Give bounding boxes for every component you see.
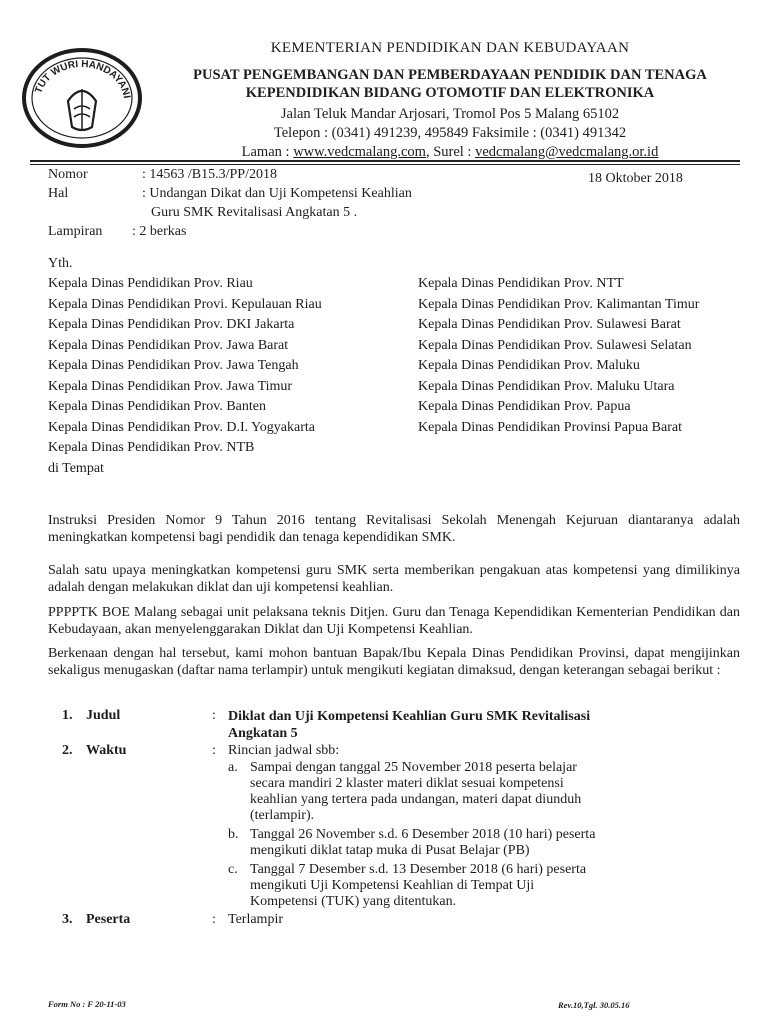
letter-date: 18 Oktober 2018 <box>588 171 683 186</box>
schedule-line: mengikuti diklat tatap muka di Pusat Belajar (PB) <box>250 843 530 858</box>
lampiran-label: Lampiran <box>48 224 103 239</box>
body-paragraph-3: PPPPTK BOE Malang sebagai unit pelaksana teknis Ditjen. Guru dan Tenaga Kependidikan Kementerian Pendidikan dan Kebudayaan, akan menyelenggarakan Diklat dan Uji Kompetensi Keahlian. <box>48 605 740 637</box>
schedule-line: Tanggal 26 November s.d. 6 Desember 2018 (10 hari) peserta <box>250 827 596 842</box>
revision-number: Rev.10,Tgl. 30.05.16 <box>558 1000 630 1010</box>
schedule-item-c <box>228 862 586 910</box>
judul-line-1: Diklat dan Uji Kompetensi Keahlian Guru SMK Revitalisasi <box>228 709 591 724</box>
tut-wuri-handayani-logo <box>18 43 146 153</box>
detail-number: 1. <box>62 708 73 723</box>
schedule-line: Tanggal 7 Desember s.d. 13 Desember 2018 (6 hari) peserta <box>250 862 587 877</box>
addressee-item: Kepala Dinas Pendidikan Prov. Jawa Tengah <box>48 358 299 373</box>
body-paragraph-2: Salah satu upaya meningkatkan kompetensi guru SMK serta memberikan pengakuan atas kompetensi yang dimilikinya adalah dengan melakukan diklat dan uji kompetensi keahlian. <box>48 563 740 595</box>
addressee-item: Kepala Dinas Pendidikan Prov. D.I. Yogyakarta <box>48 419 315 435</box>
header-rule-thick <box>30 160 740 162</box>
detail-value-peserta: Terlampir <box>228 912 283 927</box>
phone-line: Telepon : (0341) 491239, 495849 Faksimile : (0341) 491342 <box>273 125 627 141</box>
detail-label-waktu: Waktu <box>86 743 127 758</box>
schedule-line: secara mandiri 2 klaster materi diklat sesuai kompetensi <box>250 776 564 791</box>
institution-line-1: PUSAT PENGEMBANGAN DAN PEMBERDAYAAN PENDIDIK DAN TENAGA <box>193 67 707 83</box>
web-label: Laman : <box>241 144 294 160</box>
schedule-line: keahlian yang tertera pada undangan, materi dapat diunduh <box>250 792 582 807</box>
addressee-item: Kepala Dinas Pendidikan Prov. Kalimantan Timur <box>418 296 700 312</box>
detail-colon: : <box>212 708 216 723</box>
email-label: , Surel : <box>425 144 476 160</box>
addressee-item: Kepala Dinas Pendidikan Provi. Kepulauan Riau <box>48 296 322 312</box>
svg-text:TUT WURI HANDAYANI: TUT WURI HANDAYANI <box>33 58 132 100</box>
addressee-item: Kepala Dinas Pendidikan Prov. Maluku Utara <box>418 378 675 394</box>
addressee-item: Kepala Dinas Pendidikan Prov. Jawa Barat <box>48 337 289 353</box>
address-line: Jalan Teluk Mandar Arjosari, Tromol Pos 5 Malang 65102 <box>280 106 620 122</box>
body-paragraph-4: Berkenaan dengan hal tersebut, kami mohon bantuan Bapak/Ibu Kepala Dinas Pendidikan Provinsi, dapat mengijinkan sekaligus menugaskan (daftar nama terlampir) untuk mengikuti kegiatan dimaksud, dengan keterangan sebagai berikut : <box>48 646 740 678</box>
detail-label-judul: Judul <box>86 708 121 723</box>
addressee-item: Kepala Dinas Pendidikan Prov. DKI Jakarta <box>48 317 295 332</box>
header-rule-thin <box>30 164 740 165</box>
addressee-item: Kepala Dinas Pendidikan Prov. Riau <box>48 276 253 291</box>
hal-line-2: Guru SMK Revitalisasi Angkatan 5 . <box>151 205 358 220</box>
salutation: Yth. <box>48 256 73 271</box>
contact-block <box>140 105 760 162</box>
schedule-letter: b. <box>228 827 239 842</box>
addressee-item: Kepala Dinas Pendidikan Provinsi Papua Barat <box>418 419 683 435</box>
detail-value-waktu: Rincian jadwal sbb: <box>228 743 340 758</box>
addressee-item: Kepala Dinas Pendidikan Prov. Jawa Timur <box>48 378 293 394</box>
hal-line-1: : Undangan Dikat dan Uji Kompetensi Keahlian <box>142 186 412 201</box>
addressee-item: Kepala Dinas Pendidikan Prov. Maluku <box>418 358 640 373</box>
detail-label-peserta: Peserta <box>86 912 131 927</box>
addressee-item: Kepala Dinas Pendidikan Prov. Banten <box>48 399 266 414</box>
addressee-item: Kepala Dinas Pendidikan Prov. NTT <box>418 276 624 291</box>
addressee-item: Kepala Dinas Pendidikan Prov. Sulawesi Selatan <box>418 337 692 353</box>
schedule-line: (terlampir). <box>250 808 315 823</box>
website-link[interactable]: www.vedcmalang.com <box>293 144 426 160</box>
lampiran-value: : 2 berkas <box>132 224 187 239</box>
addressee-list-left <box>48 274 322 479</box>
addressee-item: Kepala Dinas Pendidikan Prov. NTB <box>48 440 255 455</box>
schedule-line: mengikuti Uji Kompetensi Keahlian di Tempat Uji <box>250 878 535 893</box>
detail-value-judul <box>228 708 590 742</box>
detail-number: 2. <box>62 743 73 758</box>
schedule-line: Kompetensi (TUK) yang ditentukan. <box>250 894 457 909</box>
ministry-name: KEMENTERIAN PENDIDIKAN DAN KEBUDAYAAN <box>270 40 630 56</box>
schedule-line: Sampai dengan tanggal 25 November 2018 peserta belajar <box>250 760 577 775</box>
addressee-item: Kepala Dinas Pendidikan Prov. Sulawesi Barat <box>418 317 681 332</box>
form-number: Form No : F 20-11-03 <box>48 999 126 1009</box>
body-paragraph-1: Instruksi Presiden Nomor 9 Tahun 2016 tentang Revitalisasi Sekolah Menengah Kejuruan diantaranya adalah meningkatkan kompetensi bagi pendidik dan tenaga kependidikan SMK. <box>48 513 740 545</box>
hal-label: Hal <box>48 186 69 201</box>
institution-line-2: KEPENDIDIKAN BIDANG OTOMOTIF DAN ELEKTRONIKA <box>245 85 655 101</box>
nomor-label: Nomor <box>48 167 88 182</box>
detail-number: 3. <box>62 912 73 927</box>
judul-line-2: Angkatan 5 <box>228 726 298 741</box>
detail-colon: : <box>212 743 216 758</box>
institution-name <box>140 66 760 102</box>
addressee-place: di Tempat <box>48 460 104 476</box>
schedule-item-a <box>228 760 581 824</box>
addressee-list-right <box>418 274 699 438</box>
schedule-letter: a. <box>228 760 238 775</box>
nomor-value: : 14563 /B15.3/PP/2018 <box>142 167 277 182</box>
schedule-letter: c. <box>228 862 238 877</box>
email-link[interactable]: vedcmalang@vedcmalang.or.id <box>475 144 659 160</box>
detail-colon: : <box>212 912 216 927</box>
schedule-item-b <box>228 827 595 859</box>
addressee-item: Kepala Dinas Pendidikan Prov. Papua <box>418 399 631 414</box>
